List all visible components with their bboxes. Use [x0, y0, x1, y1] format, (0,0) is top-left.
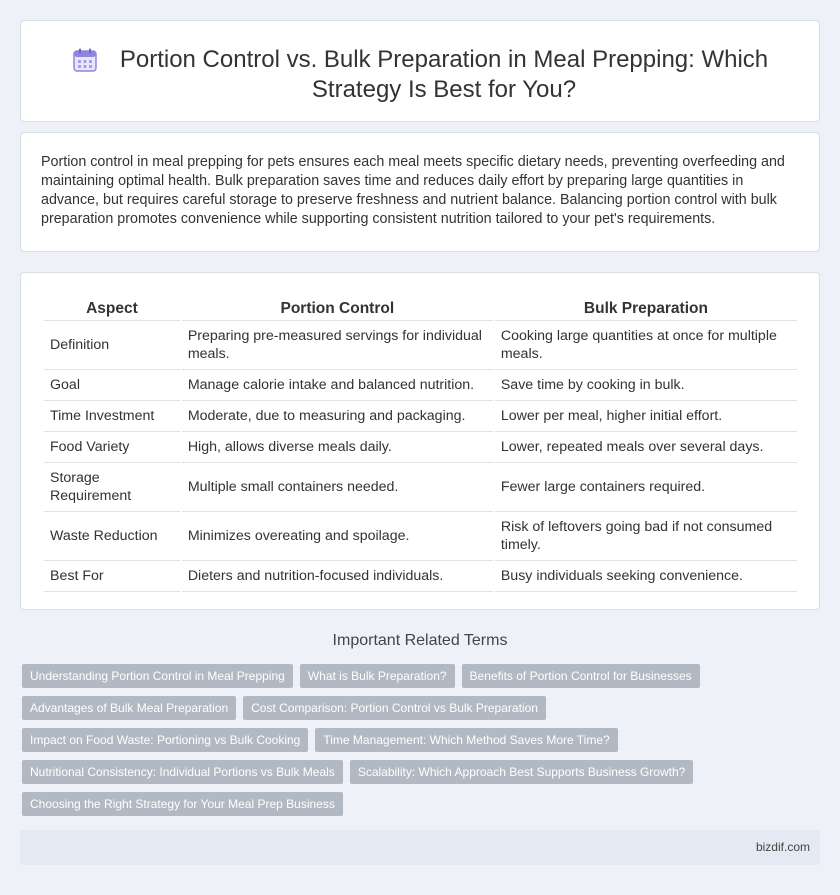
tag-link[interactable]: Understanding Portion Control in Meal Prepping [22, 664, 293, 688]
table-header-row [44, 295, 797, 321]
table-row [44, 370, 797, 401]
tag-link[interactable]: Advantages of Bulk Meal Preparation [22, 696, 236, 720]
row-portion-control: Manage calorie intake and balanced nutrition. [182, 370, 493, 401]
related-terms-tags [22, 664, 822, 824]
row-bulk-preparation: Save time by cooking in bulk. [495, 370, 797, 401]
table-row [44, 432, 797, 463]
footer [20, 830, 820, 865]
row-portion-control: Multiple small containers needed. [182, 463, 493, 512]
table-row [44, 401, 797, 432]
header-portion-control: Portion Control [182, 295, 493, 321]
page-title [120, 45, 768, 105]
row-aspect: Definition [44, 321, 180, 370]
row-bulk-preparation: Busy individuals seeking convenience. [495, 561, 797, 592]
row-portion-control: Preparing pre-measured servings for individual meals. [182, 321, 493, 370]
intro-paragraph: Portion control in meal prepping for pets ensures each meal meets specific dietary needs, preventing overfeeding and maintaining optimal health. Bulk preparation saves time and reduces daily effort by preparing large quantities in advance, but requires careful storage to preserve freshness and nutrient balance. Balancing portion control with bulk preparation promotes convenience while supporting consistent nutrition tailored to your pet's requirements. [41, 154, 785, 227]
tag-link[interactable]: Benefits of Portion Control for Businesses [462, 664, 700, 688]
row-aspect: Goal [44, 370, 180, 401]
row-portion-control: High, allows diverse meals daily. [182, 432, 493, 463]
row-aspect: Best For [44, 561, 180, 592]
calendar-icon [72, 47, 98, 73]
table-row [44, 512, 797, 561]
header-bulk-preparation: Bulk Preparation [495, 295, 797, 321]
tag-link[interactable]: What is Bulk Preparation? [300, 664, 455, 688]
comparison-table [42, 295, 799, 592]
table-row [44, 321, 797, 370]
intro-card [20, 132, 820, 252]
row-aspect: Waste Reduction [44, 512, 180, 561]
tag-link[interactable]: Time Management: Which Method Saves More Time? [315, 728, 617, 752]
row-bulk-preparation: Fewer large containers required. [495, 463, 797, 512]
row-aspect: Storage Requirement [44, 463, 180, 512]
row-bulk-preparation: Cooking large quantities at once for multiple meals. [495, 321, 797, 370]
row-portion-control: Moderate, due to measuring and packaging. [182, 401, 493, 432]
tag-link[interactable]: Choosing the Right Strategy for Your Meal Prep Business [22, 792, 343, 816]
tag-link[interactable]: Nutritional Consistency: Individual Portions vs Bulk Meals [22, 760, 343, 784]
row-bulk-preparation: Risk of leftovers going bad if not consumed timely. [495, 512, 797, 561]
header-card [20, 20, 820, 122]
related-terms-title: Important Related Terms [332, 632, 508, 649]
page-title-line1: Portion Control vs. Bulk Preparation in Meal Prepping: Which [119, 46, 769, 73]
page-title-line2: Strategy Is Best for You? [311, 76, 577, 103]
row-aspect: Time Investment [44, 401, 180, 432]
row-bulk-preparation: Lower per meal, higher initial effort. [495, 401, 797, 432]
table-row [44, 561, 797, 592]
tag-link[interactable]: Scalability: Which Approach Best Supports Business Growth? [350, 760, 694, 784]
tag-link[interactable]: Impact on Food Waste: Portioning vs Bulk Cooking [22, 728, 308, 752]
row-aspect: Food Variety [44, 432, 180, 463]
footer-site-link[interactable]: bizdif.com [755, 840, 810, 854]
row-bulk-preparation: Lower, repeated meals over several days. [495, 432, 797, 463]
header-aspect: Aspect [44, 295, 180, 321]
row-portion-control: Dieters and nutrition-focused individuals. [182, 561, 493, 592]
comparison-table-card [20, 272, 820, 610]
row-portion-control: Minimizes overeating and spoilage. [182, 512, 493, 561]
tag-link[interactable]: Cost Comparison: Portion Control vs Bulk Preparation [243, 696, 546, 720]
table-row [44, 463, 797, 512]
